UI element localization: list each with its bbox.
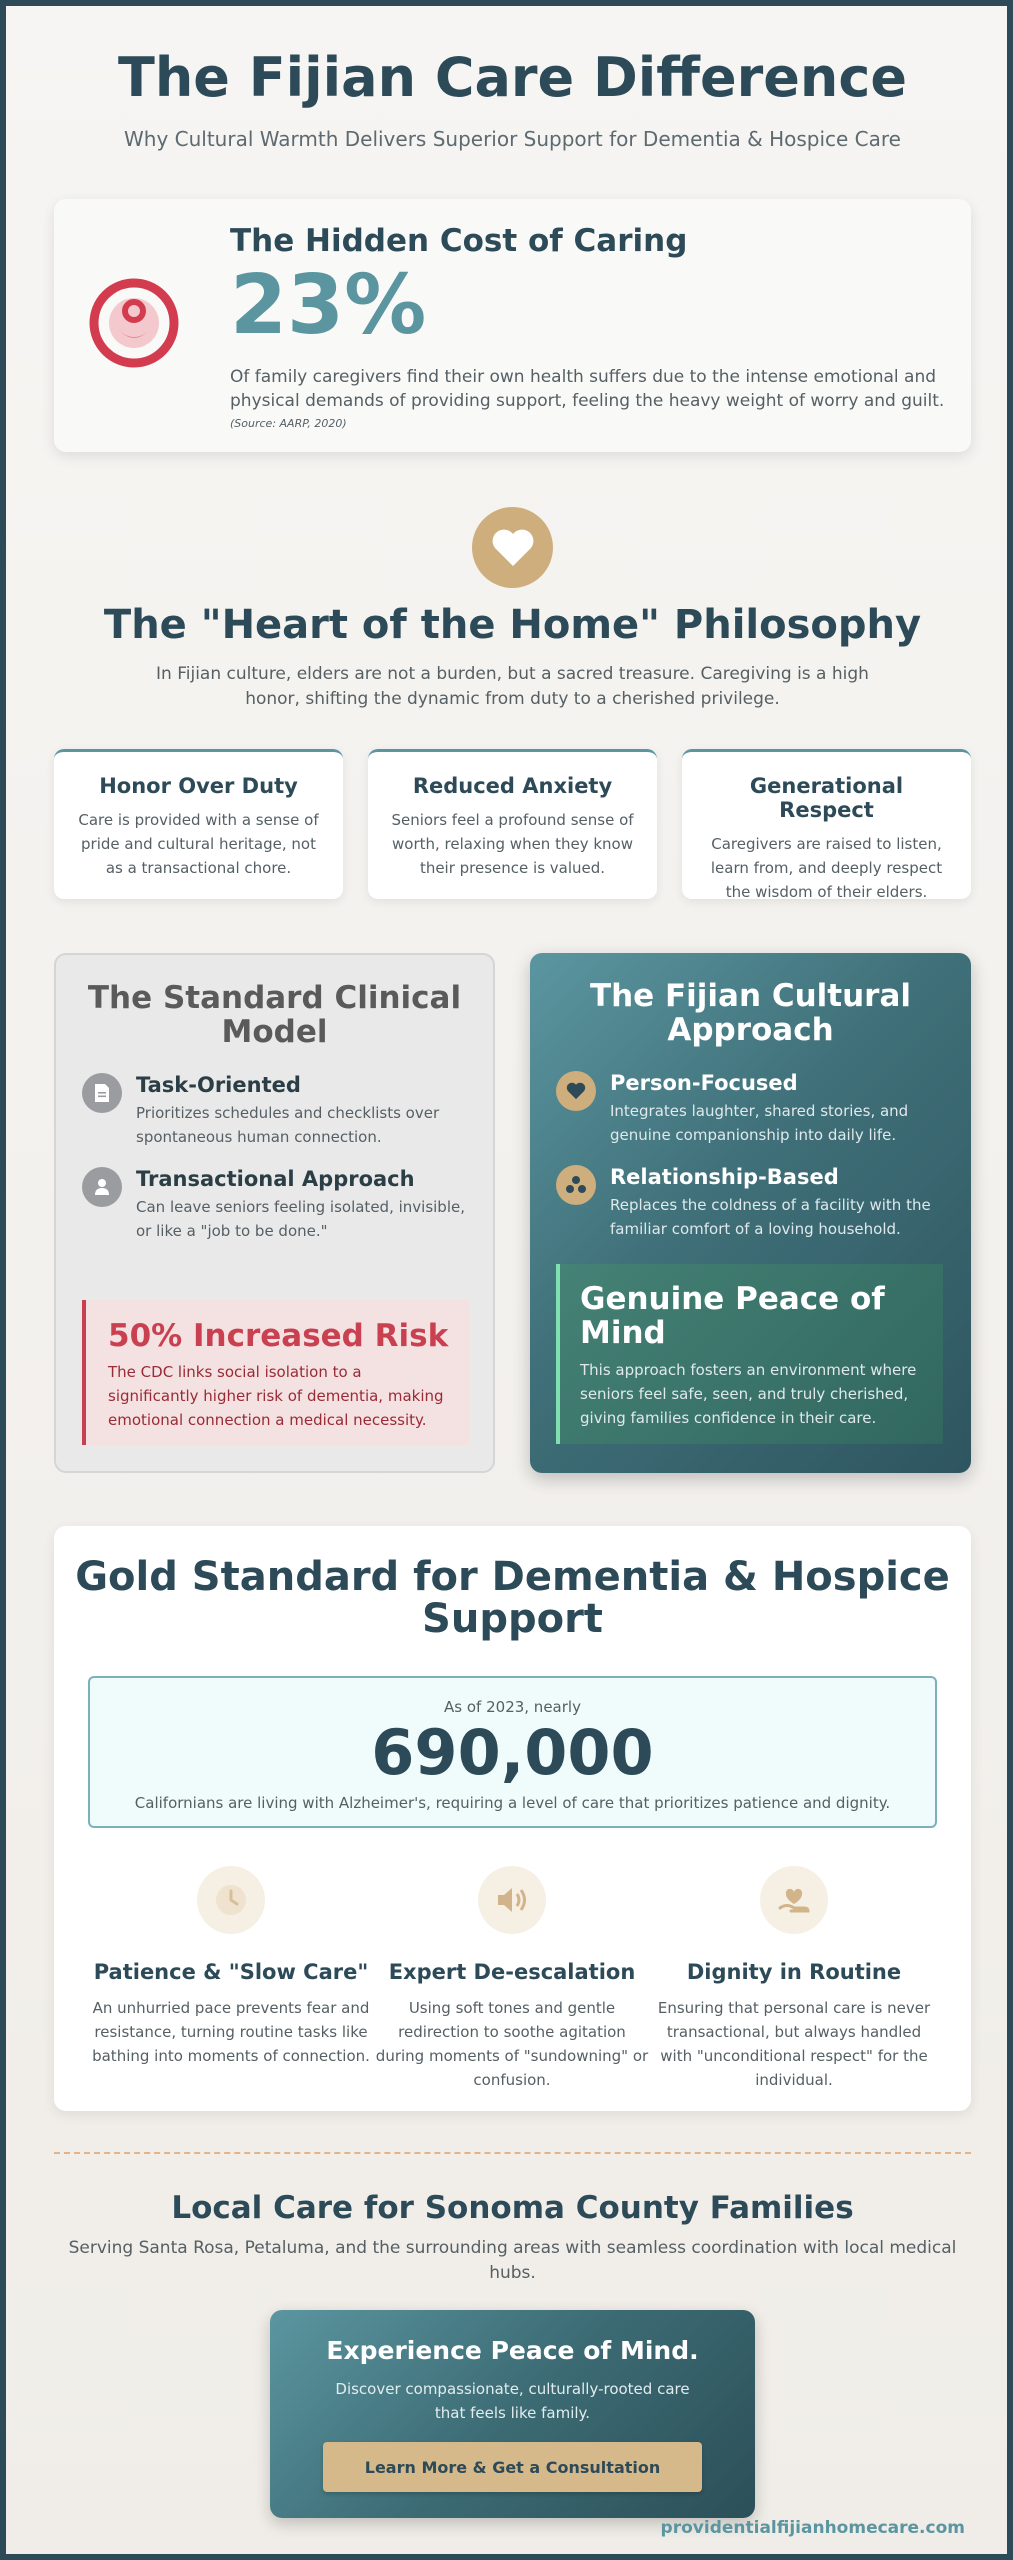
heart-icon <box>556 1071 596 1111</box>
person-icon <box>82 1167 122 1207</box>
caring-hands-icon <box>760 1866 828 1934</box>
local-care-description: Serving Santa Rosa, Petaluma, and the surrounding areas with seamless coordination with local medical hubs. <box>68 2238 957 2283</box>
risk-callout <box>82 1300 469 1445</box>
pillar-title: Expert De-escalation <box>388 1960 636 1984</box>
value-card-description: Caregivers are raised to listen, learn from, and deeply respect the wisdom of their elders. <box>710 835 943 901</box>
document-icon <box>82 1073 122 1113</box>
pillar-patience <box>91 1866 371 2068</box>
pillar-description: Ensuring that personal care is never transactional, but always handled with "unconditional respect" for the individual. <box>657 1999 931 2089</box>
feature-title: Transactional Approach <box>136 1167 415 1191</box>
feature-title: Task-Oriented <box>136 1073 301 1097</box>
value-card-description: Care is provided with a sense of pride and cultural heritage, not as a transactional chore. <box>78 811 319 877</box>
value-card-respect <box>682 749 971 899</box>
peace-title: Genuine Peace of Mind <box>580 1281 885 1351</box>
feature-description: Replaces the coldness of a facility with the familiar comfort of a loving household. <box>610 1196 931 1238</box>
stat-prefix: As of 2023, nearly <box>444 1698 581 1716</box>
section-divider <box>54 2152 971 2154</box>
peace-of-mind-callout <box>556 1264 943 1444</box>
gold-standard-title: Gold Standard for Dementia & Hospice Support <box>75 1554 950 1642</box>
feature-title: Person-Focused <box>610 1071 798 1095</box>
consultation-button[interactable]: Learn More & Get a Consultation <box>323 2442 702 2492</box>
pillar-title: Dignity in Routine <box>686 1960 902 1984</box>
gold-standard-card <box>54 1526 971 2111</box>
pillar-deescalation <box>372 1866 652 2092</box>
hidden-cost-title: The Hidden Cost of Caring <box>230 223 688 259</box>
feature-description: Prioritizes schedules and checklists over spontaneous human connection. <box>136 1104 440 1146</box>
page-header <box>6 46 1013 151</box>
feature-description: Can leave seniors feeling isolated, invisible, or like a "job to be done." <box>136 1198 465 1240</box>
target-icon <box>88 277 180 369</box>
pillar-title: Patience & "Slow Care" <box>93 1960 369 1984</box>
value-card-honor <box>54 749 343 899</box>
alzheimers-stat-box <box>88 1676 937 1828</box>
clinical-model-title: The Standard Clinical Model <box>87 980 462 1050</box>
stat-description: Californians are living with Alzheimer's, requiring a level of care that prioritizes patience and dignity. <box>134 1794 891 1812</box>
fijian-approach-title: The Fijian Cultural Approach <box>589 978 912 1048</box>
philosophy-description: In Fijian culture, elders are not a burden, but a sacred treasure. Caregiving is a high honor, shifting the dynamic from duty to a cherished privilege. <box>156 664 869 709</box>
clinical-model-panel <box>54 953 495 1473</box>
value-card-title: Generational Respect <box>749 774 904 822</box>
hidden-cost-stat: 23% <box>230 258 427 353</box>
cta-description: Discover compassionate, culturally-rooted care that feels like family. <box>335 2380 690 2422</box>
pillar-description: An unhurried pace prevents fear and resistance, turning routine tasks like bathing into moments of connection. <box>92 1999 370 2065</box>
risk-description: The CDC links social isolation to a significantly higher risk of dementia, making emotional connection a medical necessity. <box>108 1363 444 1429</box>
group-icon <box>556 1165 596 1205</box>
value-card-anxiety <box>368 749 657 899</box>
cta-title: Experience Peace of Mind. <box>326 2336 699 2365</box>
pillar-description: Using soft tones and gentle redirection to soothe agitation during moments of "sundowning" or confusion. <box>375 1999 649 2089</box>
philosophy-heart-badge <box>472 507 553 588</box>
hidden-cost-card <box>54 199 971 452</box>
page-subtitle: Why Cultural Warmth Delivers Superior Support for Dementia & Hospice Care <box>124 127 901 151</box>
hidden-cost-content <box>230 223 950 430</box>
cta-card <box>270 2310 755 2518</box>
local-care-title: Local Care for Sonoma County Families <box>171 2190 854 2226</box>
feature-description: Integrates laughter, shared stories, and genuine companionship into daily life. <box>610 1102 909 1144</box>
value-card-description: Seniors feel a profound sense of worth, relaxing when they know their presence is valued. <box>391 811 634 877</box>
pillar-dignity <box>654 1866 934 2092</box>
philosophy-title: The "Heart of the Home" Philosophy <box>103 602 922 648</box>
fijian-approach-panel <box>530 953 971 1473</box>
speaker-icon <box>478 1866 546 1934</box>
hidden-cost-source: (Source: AARP, 2020) <box>230 417 347 430</box>
value-card-title: Reduced Anxiety <box>412 774 613 798</box>
value-card-title: Honor Over Duty <box>99 774 298 798</box>
website-link[interactable]: providentialfijianhomecare.com <box>660 2518 965 2538</box>
clock-icon <box>197 1866 265 1934</box>
feature-title: Relationship-Based <box>610 1165 839 1189</box>
page-title: The Fijian Care Difference <box>118 46 907 109</box>
peace-description: This approach fosters an environment where seniors feel safe, seen, and truly cherished, giving families confidence in their care. <box>580 1361 917 1427</box>
hidden-cost-description: Of family caregivers find their own health suffers due to the intense emotional and physical demands of providing support, feeling the heavy weight of worry and guilt. <box>230 367 945 411</box>
stat-number: 690,000 <box>371 1716 654 1789</box>
risk-title: 50% Increased Risk <box>108 1318 449 1354</box>
heart-icon <box>491 528 535 568</box>
